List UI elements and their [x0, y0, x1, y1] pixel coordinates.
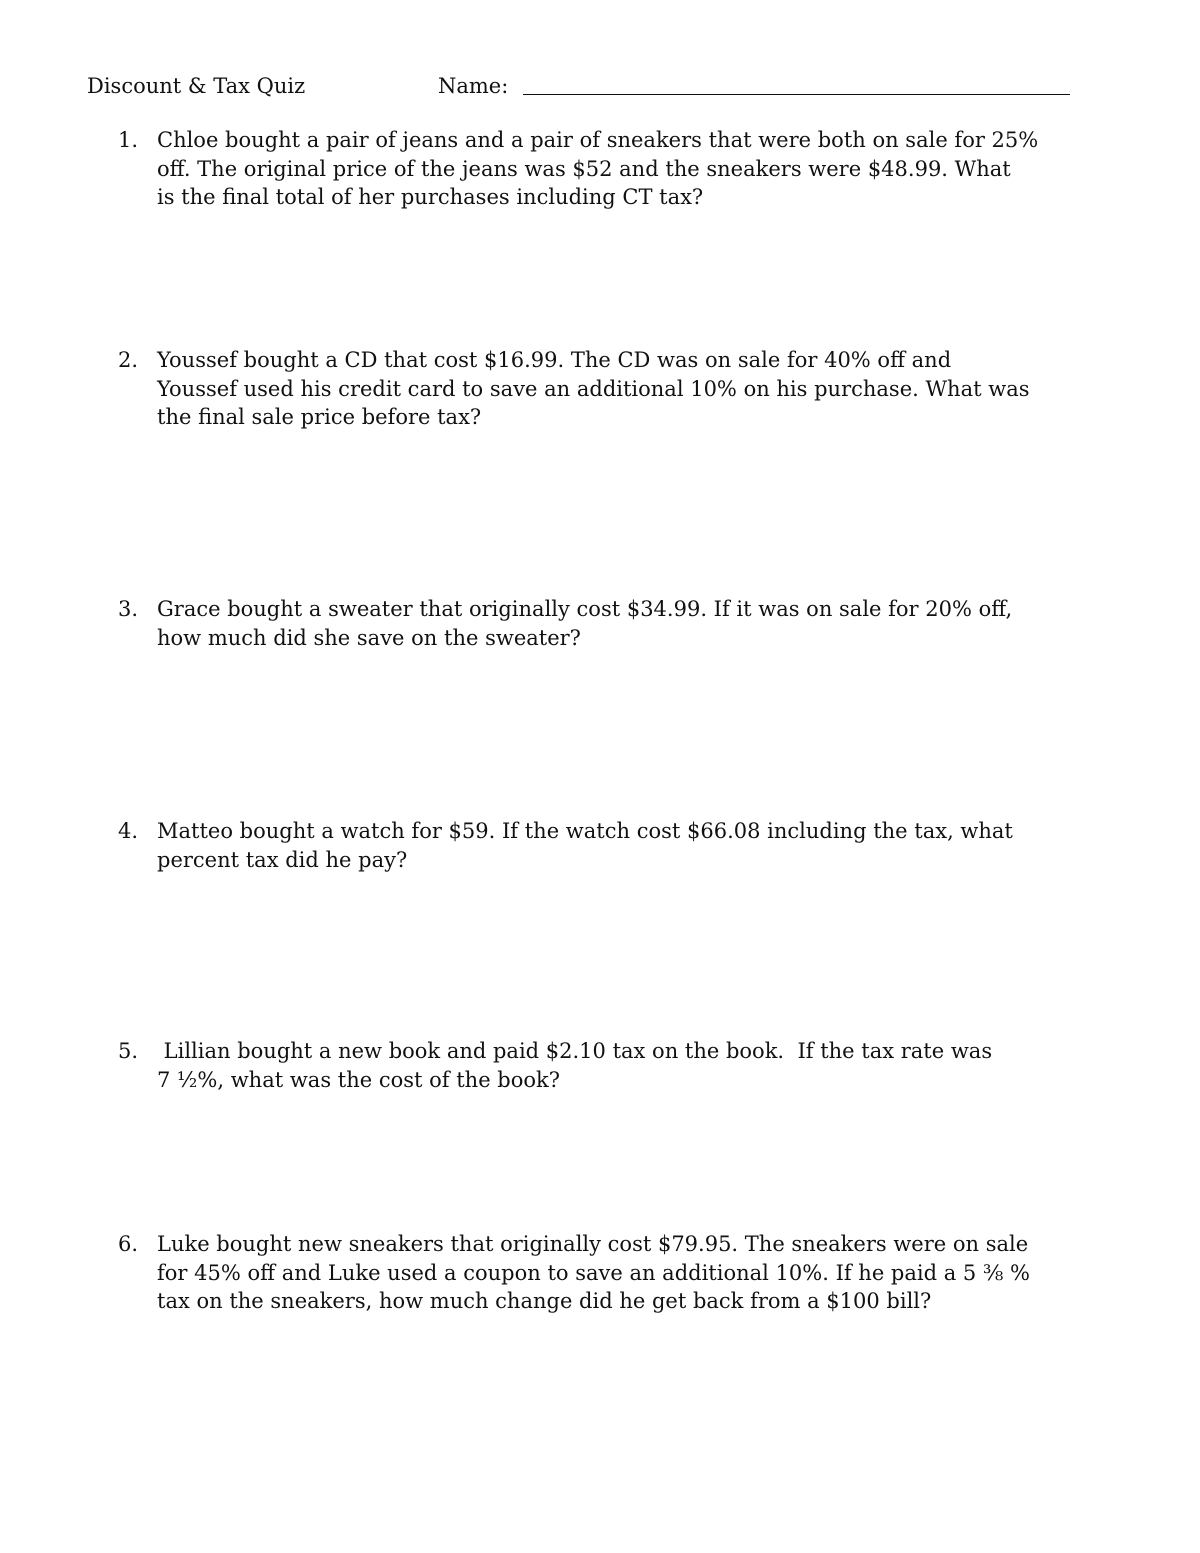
question-3 [118, 595, 1128, 652]
question-text [157, 1037, 1128, 1094]
question-line: Youssef used his credit card to save an additional 10% on his purchase. What was [157, 376, 1030, 401]
question-number: 6. [118, 1232, 139, 1256]
quiz-title: Discount & Tax Quiz [87, 74, 306, 98]
question-line: percent tax did he pay? [157, 847, 408, 872]
question-text [157, 595, 1128, 652]
question-6 [118, 1230, 1128, 1316]
question-number: 5. [118, 1039, 139, 1063]
question-line: 7 ½%, what was the cost of the book? [157, 1067, 561, 1092]
question-line: Youssef bought a CD that cost $16.99. The CD was on sale for 40% off and [157, 348, 952, 372]
question-line: Matteo bought a watch for $59. If the watch cost $66.08 including the tax, what [157, 819, 1013, 843]
question-line: how much did she save on the sweater? [157, 625, 581, 650]
question-5 [118, 1037, 1128, 1094]
question-text [157, 126, 1128, 212]
question-line: Chloe bought a pair of jeans and a pair of sneakers that were both on sale for 25% [157, 128, 1039, 152]
question-line: Luke bought new sneakers that originally cost $79.95. The sneakers were on sale [157, 1232, 1029, 1256]
question-number: 1. [118, 128, 139, 152]
question-line: off. The original price of the jeans was $52 and the sneakers were $48.99. What [157, 156, 1011, 181]
question-line: the final sale price before tax? [157, 405, 482, 429]
name-field-line[interactable] [523, 94, 1070, 95]
question-number: 4. [118, 819, 139, 843]
question-line: for 45% off and Luke used a coupon to save an additional 10%. If he paid a 5 ⅜ % [157, 1260, 1030, 1285]
question-number: 3. [118, 597, 139, 621]
question-text [157, 817, 1128, 874]
question-line: is the final total of her purchases including CT tax? [157, 185, 704, 209]
question-1 [118, 126, 1128, 212]
question-line: Grace bought a sweater that originally cost $34.99. If it was on sale for 20% off, [157, 597, 1013, 621]
question-line: tax on the sneakers, how much change did he get back from a $100 bill? [157, 1289, 932, 1313]
question-text [157, 1230, 1128, 1316]
question-2 [118, 346, 1128, 432]
question-number: 2. [118, 348, 139, 372]
question-text [157, 346, 1128, 432]
name-label: Name: [438, 74, 509, 98]
question-4 [118, 817, 1128, 874]
question-line: Lillian bought a new book and paid $2.10 tax on the book. If the tax rate was [157, 1039, 993, 1063]
